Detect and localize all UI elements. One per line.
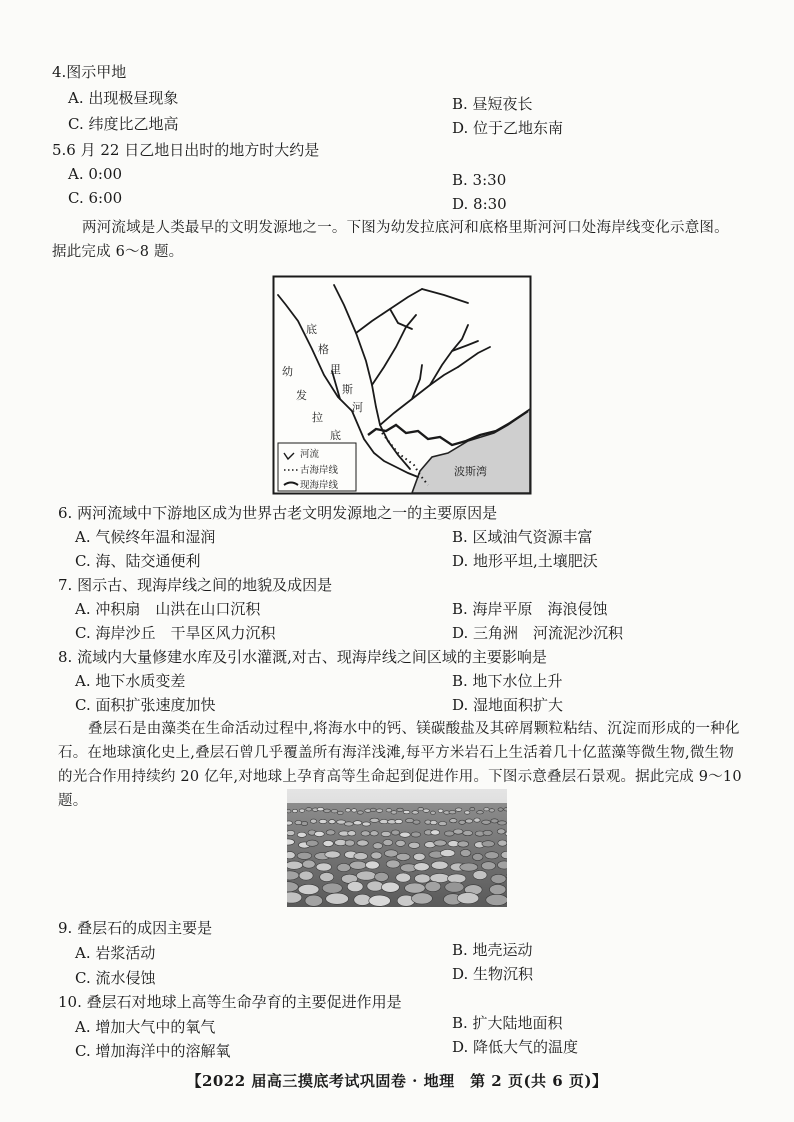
q8-stem: 8. 流域内大量修建水库及引水灌溉,对古、现海岸线之间区域的主要影响是 — [58, 648, 547, 666]
q7-option-c: C. 海岸沙丘 干旱区风力沉积 — [75, 624, 276, 642]
q7-option-a: A. 冲积扇 山洪在山口沉积 — [75, 600, 261, 618]
euphrates-char-4: 底 — [330, 429, 341, 442]
q8-option-d: D. 湿地面积扩大 — [452, 696, 564, 714]
q5-option-c: C. 6:00 — [68, 189, 123, 207]
euphrates-char-3: 拉 — [312, 411, 323, 424]
q5-option-a: A. 0:00 — [68, 165, 123, 183]
q8-option-b: B. 地下水位上升 — [452, 672, 563, 690]
q4-stem: 4.图示甲地 — [52, 63, 127, 81]
legend-river: 河流 — [300, 449, 320, 460]
legend-ancient-coast: 古海岸线 — [300, 465, 339, 476]
map-legend — [278, 443, 356, 491]
tigris-char-2: 格 — [318, 343, 329, 356]
q8-option-c: C. 面积扩张速度加快 — [75, 696, 216, 714]
q5-stem: 5.6 月 22 日乙地日出时的地方时大约是 — [52, 141, 320, 159]
q9-option-b: B. 地壳运动 — [452, 941, 533, 959]
q4-option-b: B. 昼短夜长 — [452, 95, 533, 113]
q9-option-a: A. 岩浆活动 — [75, 944, 156, 962]
tigris-char-1: 底 — [306, 323, 317, 336]
intro-6-8: 两河流域是人类最早的文明发源地之一。下图为幼发拉底河和底格里斯河河口处海岸线变化示意图。据此完成 6～8 题。 — [52, 220, 729, 260]
q5-option-d: D. 8:30 — [452, 195, 507, 213]
q9-stem: 9. 叠层石的成因主要是 — [58, 919, 213, 937]
stromatolite-photo — [287, 789, 507, 907]
tigris-char-5: 河 — [352, 401, 363, 414]
q4-option-c: C. 纬度比乙地高 — [68, 115, 179, 133]
q7-option-d: D. 三角洲 河流泥沙沉积 — [452, 624, 624, 642]
q9-option-d: D. 生物沉积 — [452, 965, 534, 983]
q10-option-b: B. 扩大陆地面积 — [452, 1014, 563, 1032]
q7-option-b: B. 海岸平原 海浪侵蚀 — [452, 600, 608, 618]
q10-option-a: A. 增加大气中的氧气 — [75, 1018, 216, 1036]
q10-stem: 10. 叠层石对地球上高等生命孕育的主要促进作用是 — [58, 993, 402, 1011]
gulf-label: 波斯湾 — [454, 465, 487, 478]
tigris-char-4: 斯 — [342, 383, 353, 396]
q6-option-a: A. 气候终年温和湿润 — [75, 528, 216, 546]
q6-stem: 6. 两河流域中下游地区成为世界古老文明发源地之一的主要原因是 — [58, 504, 498, 522]
q9-option-c: C. 流水侵蚀 — [75, 969, 156, 987]
q6-option-b: B. 区域油气资源丰富 — [452, 528, 593, 546]
q10-option-d: D. 降低大气的温度 — [452, 1038, 579, 1056]
legend-modern-coast: 现海岸线 — [300, 480, 339, 491]
q6-option-c: C. 海、陆交通便利 — [75, 552, 201, 570]
q4-option-a: A. 出现极昼现象 — [68, 89, 179, 107]
q6-option-d: D. 地形平坦,土壤肥沃 — [452, 552, 598, 570]
coastline-map — [272, 275, 532, 495]
euphrates-char-2: 发 — [296, 389, 307, 402]
euphrates-char-1: 幼 — [282, 365, 293, 378]
intro-9-10: 叠层石是由藻类在生命活动过程中,将海水中的钙、镁碳酸盐及其碎屑颗粒粘结、沉淀而形成的一种化石。在地球演化史上,叠层石曾几乎覆盖所有海洋浅滩,每平方米岩石上生活着几十亿蓝藻等微生物,微生物的光合作用持续约 20 亿年,对地球上孕育高等生命起到促进作用。下图示意叠层石景观。据此完成 9～10 题。 — [58, 721, 742, 809]
q8-option-a: A. 地下水质变差 — [75, 672, 186, 690]
q4-option-d: D. 位于乙地东南 — [452, 119, 564, 137]
q10-option-c: C. 增加海洋中的溶解氧 — [75, 1042, 231, 1060]
q5-option-b: B. 3:30 — [452, 171, 507, 189]
q7-stem: 7. 图示古、现海岸线之间的地貌及成因是 — [58, 576, 333, 594]
page-footer: 【2022 届高三摸底考试巩固卷 · 地理 第 2 页(共 6 页)】 — [186, 1072, 608, 1090]
tigris-char-3: 里 — [330, 363, 341, 376]
